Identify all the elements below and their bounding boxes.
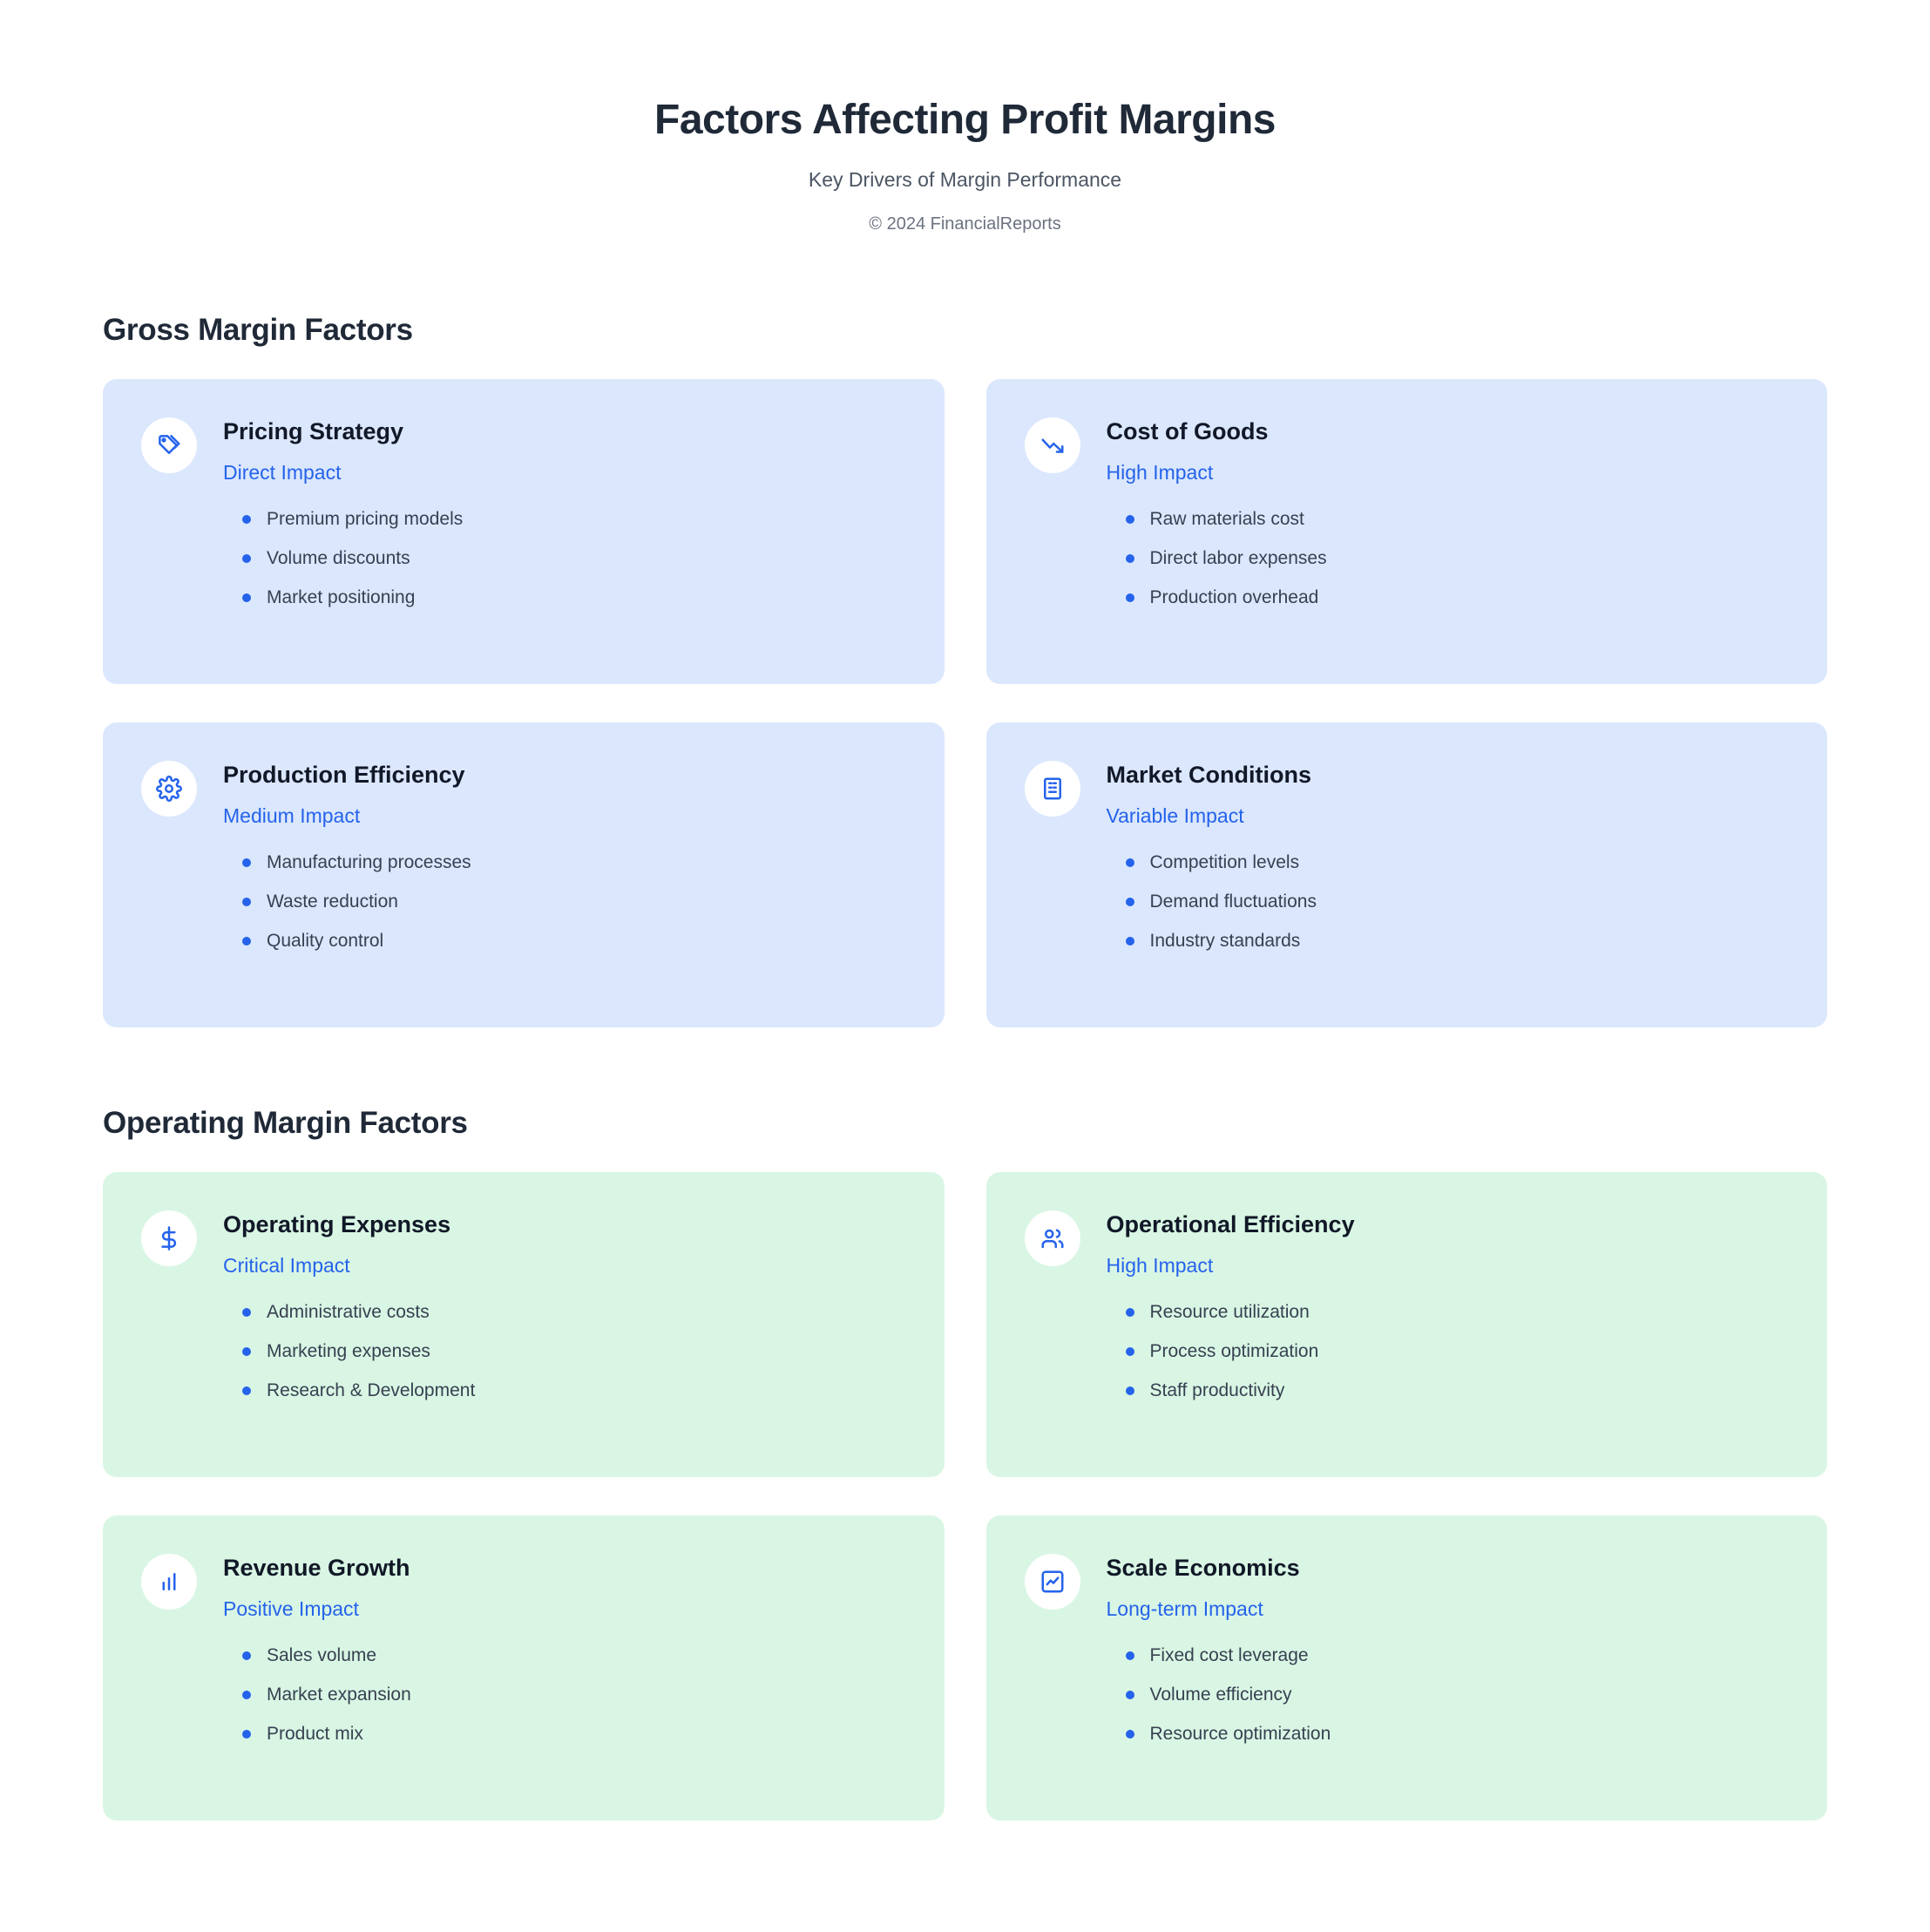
factor-card-body <box>223 757 906 952</box>
bullet-label: Quality control <box>267 931 384 952</box>
bullet-dot-icon <box>242 593 251 602</box>
factor-bullet-list <box>1107 1645 1790 1745</box>
page-header <box>103 0 1827 234</box>
card-grid-operating-margin-factors <box>103 1172 1827 1820</box>
bullet-label: Administrative costs <box>267 1302 430 1323</box>
bullet-label: Manufacturing processes <box>267 852 471 873</box>
factor-card-body <box>1107 414 1790 608</box>
users-icon <box>1025 1210 1080 1266</box>
bullet-label: Demand fluctuations <box>1149 891 1317 912</box>
factor-card-title: Market Conditions <box>1106 762 1312 788</box>
bullet-dot-icon <box>1126 858 1134 867</box>
list-item <box>223 1724 906 1745</box>
bullet-label: Volume discounts <box>267 548 410 569</box>
list-item <box>223 587 906 608</box>
section-title-gross-margin-factors: Gross Margin Factors <box>103 313 413 347</box>
list-item <box>223 509 906 530</box>
bullet-label: Direct labor expenses <box>1149 548 1327 569</box>
page-title: Factors Affecting Profit Margins <box>654 97 1276 143</box>
bullet-label: Staff productivity <box>1149 1380 1285 1401</box>
gear-icon <box>141 761 197 817</box>
factor-card-title: Revenue Growth <box>223 1555 410 1581</box>
bullet-label: Marketing expenses <box>267 1341 430 1362</box>
bullet-dot-icon <box>242 1347 251 1356</box>
bullet-dot-icon <box>1126 1730 1134 1739</box>
factor-bullet-list <box>1107 509 1790 608</box>
bullet-dot-icon <box>242 937 251 946</box>
bar-chart-icon <box>141 1554 197 1610</box>
tag-icon <box>141 417 197 473</box>
bullet-label: Resource utilization <box>1149 1302 1310 1323</box>
impact-badge: Long-term Impact <box>1106 1597 1263 1621</box>
bullet-label: Production overhead <box>1149 587 1319 608</box>
factor-card[interactable] <box>103 379 945 684</box>
copyright-notice: © 2024 FinancialReports <box>869 214 1061 234</box>
factor-card[interactable] <box>103 722 945 1027</box>
bullet-dot-icon <box>242 554 251 563</box>
list-item <box>1107 1302 1790 1323</box>
impact-badge: Medium Impact <box>223 804 361 828</box>
factor-card-title: Scale Economics <box>1106 1555 1300 1581</box>
bullet-label: Market positioning <box>267 587 416 608</box>
bullet-label: Market expansion <box>267 1685 411 1705</box>
list-item <box>1107 1724 1790 1745</box>
list-item <box>223 1380 906 1401</box>
bullet-dot-icon <box>1126 937 1134 946</box>
bullet-label: Resource optimization <box>1149 1724 1331 1745</box>
bullet-dot-icon <box>1126 1347 1134 1356</box>
impact-badge: High Impact <box>1106 461 1214 485</box>
bullet-dot-icon <box>1126 554 1134 563</box>
factor-card-title: Cost of Goods <box>1106 418 1269 444</box>
bullet-dot-icon <box>242 1691 251 1699</box>
factor-bullet-list <box>223 1645 906 1745</box>
bullet-dot-icon <box>1126 1308 1134 1317</box>
list-item <box>1107 548 1790 569</box>
impact-badge: High Impact <box>1106 1254 1214 1278</box>
list-item <box>223 1685 906 1705</box>
impact-badge: Positive Impact <box>223 1597 359 1621</box>
impact-badge: Critical Impact <box>223 1254 350 1278</box>
factor-card-body <box>223 414 906 608</box>
bullet-dot-icon <box>1126 1386 1134 1395</box>
factor-card[interactable] <box>103 1172 945 1477</box>
factor-card[interactable] <box>986 722 1828 1027</box>
list-item <box>223 1645 906 1666</box>
list-item <box>1107 891 1790 912</box>
list-item <box>1107 587 1790 608</box>
bullet-dot-icon <box>242 898 251 906</box>
bullet-dot-icon <box>242 858 251 867</box>
list-item <box>223 852 906 873</box>
list-item <box>1107 1645 1790 1666</box>
factor-card-body <box>223 1550 906 1745</box>
factor-bullet-list <box>223 852 906 952</box>
line-chart-icon <box>1025 1554 1080 1610</box>
list-item <box>1107 931 1790 952</box>
page-subtitle: Key Drivers of Margin Performance <box>808 168 1122 191</box>
factor-bullet-list <box>1107 852 1790 952</box>
list-item <box>223 1302 906 1323</box>
bullet-label: Premium pricing models <box>267 509 464 530</box>
list-item <box>1107 1685 1790 1705</box>
list-item <box>1107 509 1790 530</box>
bullet-dot-icon <box>1126 593 1134 602</box>
bottom-spacer <box>103 1820 1827 1925</box>
factor-card-body <box>1107 757 1790 952</box>
bullet-label: Research & Development <box>267 1380 476 1401</box>
bullet-dot-icon <box>242 1651 251 1660</box>
bullet-dot-icon <box>242 1730 251 1739</box>
bullet-label: Volume efficiency <box>1149 1685 1292 1705</box>
factor-card-title: Operating Expenses <box>223 1211 451 1237</box>
trending-down-icon <box>1025 417 1080 473</box>
list-item <box>223 891 906 912</box>
list-item <box>223 931 906 952</box>
factor-card-title: Operational Efficiency <box>1106 1211 1355 1237</box>
impact-badge: Direct Impact <box>223 461 342 485</box>
factor-card-title: Production Efficiency <box>223 762 465 788</box>
factor-card[interactable] <box>986 379 1828 684</box>
bullet-dot-icon <box>242 515 251 524</box>
factor-card[interactable] <box>986 1172 1828 1477</box>
list-item <box>1107 1380 1790 1401</box>
bullet-label: Raw materials cost <box>1149 509 1304 530</box>
bullet-dot-icon <box>1126 1691 1134 1699</box>
list-item <box>1107 852 1790 873</box>
bullet-dot-icon <box>1126 515 1134 524</box>
bullet-dot-icon <box>242 1386 251 1395</box>
bullet-dot-icon <box>242 1308 251 1317</box>
factor-card[interactable] <box>986 1515 1828 1820</box>
bullet-label: Competition levels <box>1149 852 1300 873</box>
factor-bullet-list <box>223 509 906 608</box>
bullet-dot-icon <box>1126 898 1134 906</box>
bullet-label: Product mix <box>267 1724 363 1745</box>
list-item <box>1107 1341 1790 1362</box>
factor-bullet-list <box>223 1302 906 1401</box>
bullet-label: Waste reduction <box>267 891 398 912</box>
section-title-operating-margin-factors: Operating Margin Factors <box>103 1106 468 1140</box>
factor-card-body <box>1107 1207 1790 1401</box>
factor-card-title: Pricing Strategy <box>223 418 404 444</box>
sections-container <box>103 313 1827 1820</box>
list-item <box>223 548 906 569</box>
factor-card-body <box>223 1207 906 1401</box>
bullet-label: Industry standards <box>1149 931 1301 952</box>
building-icon <box>1025 761 1080 817</box>
factor-card-body <box>1107 1550 1790 1745</box>
factor-card[interactable] <box>103 1515 945 1820</box>
factor-bullet-list <box>1107 1302 1790 1401</box>
bullet-dot-icon <box>1126 1651 1134 1660</box>
card-grid-gross-margin-factors <box>103 379 1827 1027</box>
bullet-label: Process optimization <box>1149 1341 1319 1362</box>
impact-badge: Variable Impact <box>1106 804 1244 828</box>
dollar-icon <box>141 1210 197 1266</box>
list-item <box>223 1341 906 1362</box>
bullet-label: Sales volume <box>267 1645 377 1666</box>
bullet-label: Fixed cost leverage <box>1149 1645 1309 1666</box>
